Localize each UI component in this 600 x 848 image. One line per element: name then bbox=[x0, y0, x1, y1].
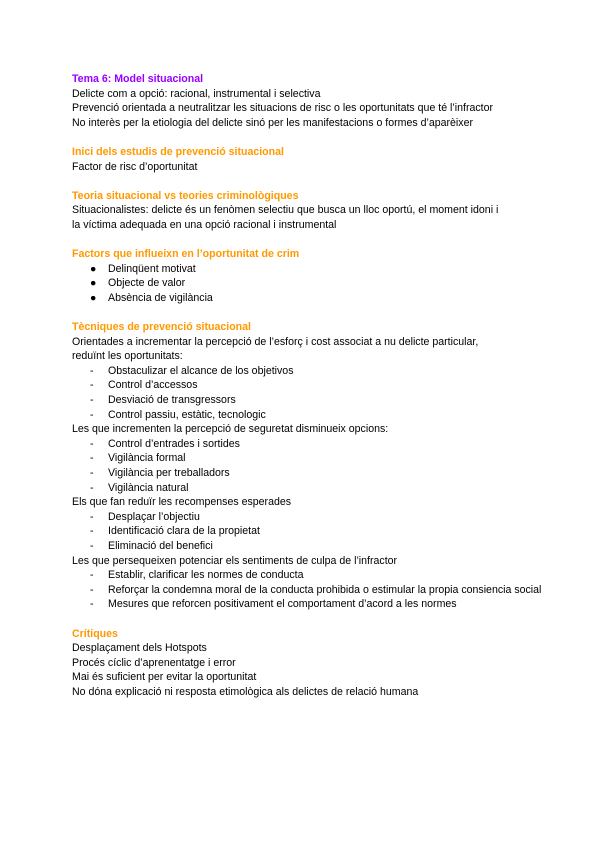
paragraph-line: No dóna explicació ni resposta etimològica als delictes de relació humana bbox=[72, 685, 419, 698]
paragraph-line: Factor de risc d’oportunitat bbox=[72, 160, 198, 173]
list-item-text: Eliminació del benefici bbox=[108, 540, 213, 552]
dash-icon: - bbox=[90, 452, 94, 465]
list-item-text: Vigilància formal bbox=[108, 452, 186, 465]
bullet-icon: ● bbox=[90, 291, 97, 304]
section-heading-factors: Factors que influeixn en l’oportunitat de crim bbox=[72, 248, 300, 261]
list-item bbox=[72, 510, 542, 525]
list-item bbox=[72, 568, 542, 583]
section-heading-tecniques: Tècniques de prevenció situacional bbox=[72, 321, 251, 334]
list-item-text: Desplaçar l’objectiu bbox=[108, 510, 200, 523]
list-item-text: Delinqüent motivat bbox=[108, 262, 196, 275]
list-item bbox=[72, 481, 542, 496]
list-item bbox=[72, 378, 542, 393]
intro-line: Prevenció orientada a neutralitzar les situacions de risc o les oportunitats que té l’infractor bbox=[72, 102, 494, 115]
factors-list bbox=[72, 262, 542, 306]
tecniques-list bbox=[72, 510, 542, 554]
dash-icon: - bbox=[90, 525, 94, 538]
list-item bbox=[72, 364, 542, 379]
list-item bbox=[72, 466, 542, 481]
dash-icon: - bbox=[90, 437, 94, 450]
list-item bbox=[72, 393, 542, 408]
dash-icon: - bbox=[90, 379, 94, 392]
dash-icon: - bbox=[90, 540, 94, 552]
list-item bbox=[72, 437, 542, 452]
list-item-text: Vigilància natural bbox=[108, 481, 189, 494]
dash-icon: - bbox=[90, 364, 94, 377]
list-item-text: Control d’entrades i sortides bbox=[108, 437, 240, 450]
paragraph-line: Procés cíclic d’aprenentatge i error bbox=[72, 656, 236, 669]
dash-icon: - bbox=[90, 408, 94, 421]
list-item bbox=[72, 524, 542, 539]
dash-icon: - bbox=[90, 598, 94, 611]
list-item bbox=[72, 451, 542, 466]
list-item-text: Objecte de valor bbox=[108, 277, 186, 290]
bullet-icon: ● bbox=[90, 262, 97, 275]
dash-icon: - bbox=[90, 510, 94, 523]
tecniques-list bbox=[72, 437, 542, 495]
intro-line: No interès per la etiologia del delicte sinó per les manifestacions o formes d’aparèixer bbox=[72, 116, 474, 129]
paragraph-line: Mai és suficient per evitar la oportunitat bbox=[72, 671, 257, 684]
intro-line: Delicte com a opció: racional, instrumental i selectiva bbox=[72, 87, 321, 100]
list-item-text: Control d’accessos bbox=[108, 379, 198, 392]
group-intro-line: Les que persequeixen potenciar els sentiments de culpa de l’infractor bbox=[72, 554, 398, 567]
tecniques-list bbox=[72, 568, 542, 612]
list-item-text: Mesures que reforcen positivament el comportament d’acord a les normes bbox=[108, 598, 457, 611]
group-intro-line: Orientades a incrementar la percepció de l’esforç i cost associat a nu delicte particular, bbox=[72, 335, 479, 348]
list-item bbox=[72, 291, 542, 306]
list-item-text: Obstaculizar el alcance de los objetivos bbox=[108, 364, 294, 377]
dash-icon: - bbox=[90, 467, 94, 480]
list-item bbox=[72, 408, 542, 423]
bullet-icon: ● bbox=[90, 277, 97, 290]
list-item bbox=[72, 539, 542, 554]
list-item-text: Identificació clara de la propietat bbox=[108, 525, 260, 538]
paragraph-line: Desplaçament dels Hotspots bbox=[72, 642, 207, 655]
list-item bbox=[72, 583, 542, 598]
dash-icon: - bbox=[90, 569, 94, 582]
list-item bbox=[72, 597, 542, 612]
document-content bbox=[72, 72, 542, 700]
list-item-text: Control passiu, estàtic, tecnologic bbox=[108, 408, 266, 421]
list-item bbox=[72, 262, 542, 277]
dash-icon: - bbox=[90, 394, 94, 407]
section-heading-teoria: Teoria situacional vs teories criminològiques bbox=[72, 189, 299, 202]
list-item-text: Establir, clarificar les normes de conducta bbox=[108, 569, 304, 582]
list-item bbox=[72, 276, 542, 291]
topic-title: Tema 6: Model situacional bbox=[72, 73, 204, 85]
dash-icon: - bbox=[90, 481, 94, 494]
section-heading-inici: Inici dels estudis de prevenció situacional bbox=[72, 145, 284, 158]
list-item-text: Desviació de transgressors bbox=[108, 394, 236, 407]
list-item-text: Absència de vigilància bbox=[108, 291, 213, 304]
tecniques-list bbox=[72, 364, 542, 422]
group-intro-line: Les que incrementen la percepció de seguretat disminueix opcions: bbox=[72, 423, 389, 436]
paragraph-line: la víctima adequada en una opció racional i instrumental bbox=[72, 218, 337, 231]
dash-icon: - bbox=[90, 583, 94, 596]
list-item-text: Vigilància per treballadors bbox=[108, 467, 230, 480]
group-intro-line: reduïnt les oportunitats: bbox=[72, 350, 183, 363]
group-intro-line: Els que fan reduïr les recompenses esperades bbox=[72, 496, 292, 509]
section-heading-critiques: Crítiques bbox=[72, 627, 118, 640]
list-item-text: Reforçar la condemna moral de la conducta prohibida o estimular la propia consiencia social bbox=[108, 583, 542, 596]
paragraph-line: Situacionalistes: delicte és un fenòmen selectiu que busca un lloc oportú, el moment idoni i bbox=[72, 204, 499, 217]
